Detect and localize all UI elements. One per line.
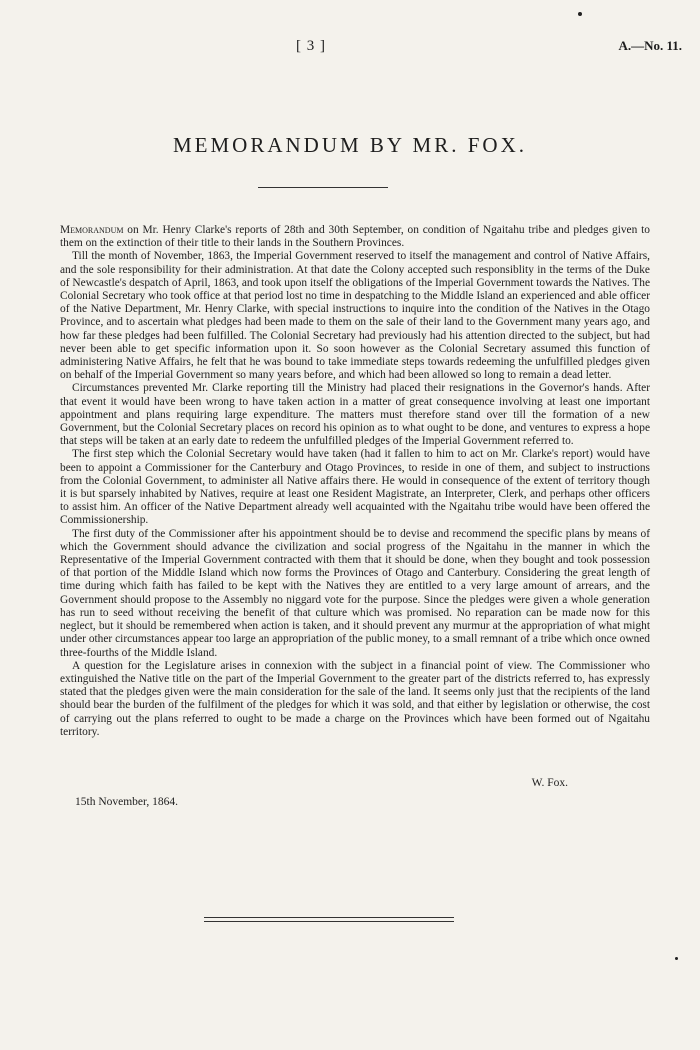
body-paragraph-3: The first step which the Colonial Secretary would have taken (had it fallen to him to act on Mr. Clarke's report) would have been to appoint a Commissioner for the Canterbury and Otago Provinces, to reside in one of them, and subject to instructions from the Colonial Government, to administer all Native affairs there. He would in consequence of the extent of territory though it is but sparsely inhabited by Natives, require at least one Resident Magistrate, an Interpreter, Clerk, and perhaps other officers to assist him. An officer of the Native Department already well acquainted with the Ngaitahu tribe would have been offered the Commissionership. (60, 448, 650, 527)
margin-mark-bottom (675, 957, 678, 960)
title-divider (258, 187, 388, 188)
margin-mark (578, 12, 582, 16)
document-title: MEMORANDUM BY MR. FOX. (172, 133, 527, 157)
body-paragraph-5: A question for the Legislature arises in connexion with the subject in a financial point of view. The Commissioner who extinguished the Native title on the part of the Imperial Government to the greater part of the districts referred to, has expressly stated that the pledges given were the main consideration for the sale of the land. It seems only just that the recipients of the land should bear the burden of the fulfilment of the pledges for which it was sold, and that either by legislation or otherwise, the cost of carrying out the plans referred to ought to be made a charge on the Provinces which have been formed out of Ngaitahu territory. (60, 659, 650, 738)
memorandum-body (60, 224, 650, 739)
page-header (0, 38, 700, 58)
body-paragraph-1: Till the month of November, 1863, the Imperial Government reserved to itself the management and control of Native Affairs, and the sole responsibility for their administration. At that date the Colony accepted such responsiblity in the terms of the Duke of Newcastle's despatch of April, 1863, and took upon itself the obligations of the Imperial Government towards the Natives. The Colonial Secretary who took office at that period lost no time in despatching to the Middle Island an experienced and able officer of the Native Department, Mr. Henry Clarke, with special instructions to inquire into the condition of the Natives in the Otago Province, and to ascertain what pledges had been made to them on the sale of their land to the Government many years ago, and how far these pledges had been fulfilled. The Colonial Secretary had previously had his attention directed to the subject, but had never been able to get specific information upon it. So soon however as the Colonial Secretary assumed this function of administering Native Affairs, he felt that he was bound to take immediate steps towards redeeming the unfulfilled pledges given on behalf of the Imperial Government so many years before, and which had been allowed so long to remain a dead letter. (60, 250, 650, 382)
closing-divider (204, 917, 454, 918)
memorandum-date: 15th November, 1864. (75, 796, 179, 808)
intro-paragraph (60, 224, 650, 250)
body-paragraph-4: The first duty of the Commissioner after his appointment should be to devise and recommend the specific plans by means of which the Government should advance the civilization and social progress of the Ngaitahu in the manner in which the Representative of the Imperial Government contracted with them that it should be done, when they bought and took possession of that portion of the Middle Island which now forms the Provinces of Otago and Canterbury. Considering the great length of time during which faith has failed to be kept with the Natives they are entitled to a very large amount of arrears, and the Government should propose to the Assembly no niggard vote for the purpose. Since the pledges were given a whole generation has run to seed without receiving the benefit of that culture which was promised. No reparation can be made now for this neglect, but it should be remembered when action is taken, and it should prevent any murmur at the appropriation of what might under other circumstances appear too large an appropriation of the public money, to a small remnant of a tribe which once owned three-fourths of the Middle Island. (60, 527, 650, 659)
intro-text: on Mr. Henry Clarke's reports of 28th and 30th September, on condition of Ngaitahu tribe and pledges given to them on the extinction of their title to their lands in the Southern Provinces. (60, 224, 650, 250)
closing-divider-second (204, 921, 454, 922)
document-reference: A.—No. 11. (618, 38, 682, 53)
body-paragraph-2: Circumstances prevented Mr. Clarke reporting till the Ministry had placed their resignations in the Governor's hands. After that event it would have been wrong to have taken action in a matter of great consequence involving at least one important appointment and plans requiring large expenditure. The matters must therefore stand over till the formation of a new Government, but the Colonial Secretary places on record his opinion as to what ought to be done, and ventures to express a hope that steps will be taken at an early date to redeem the unfulfilled pledges of the Imperial Government referred to. (60, 382, 650, 448)
signature: W. Fox. (531, 777, 568, 789)
intro-lead: Memorandum (60, 224, 124, 236)
page-number: [ 3 ] (296, 38, 326, 54)
